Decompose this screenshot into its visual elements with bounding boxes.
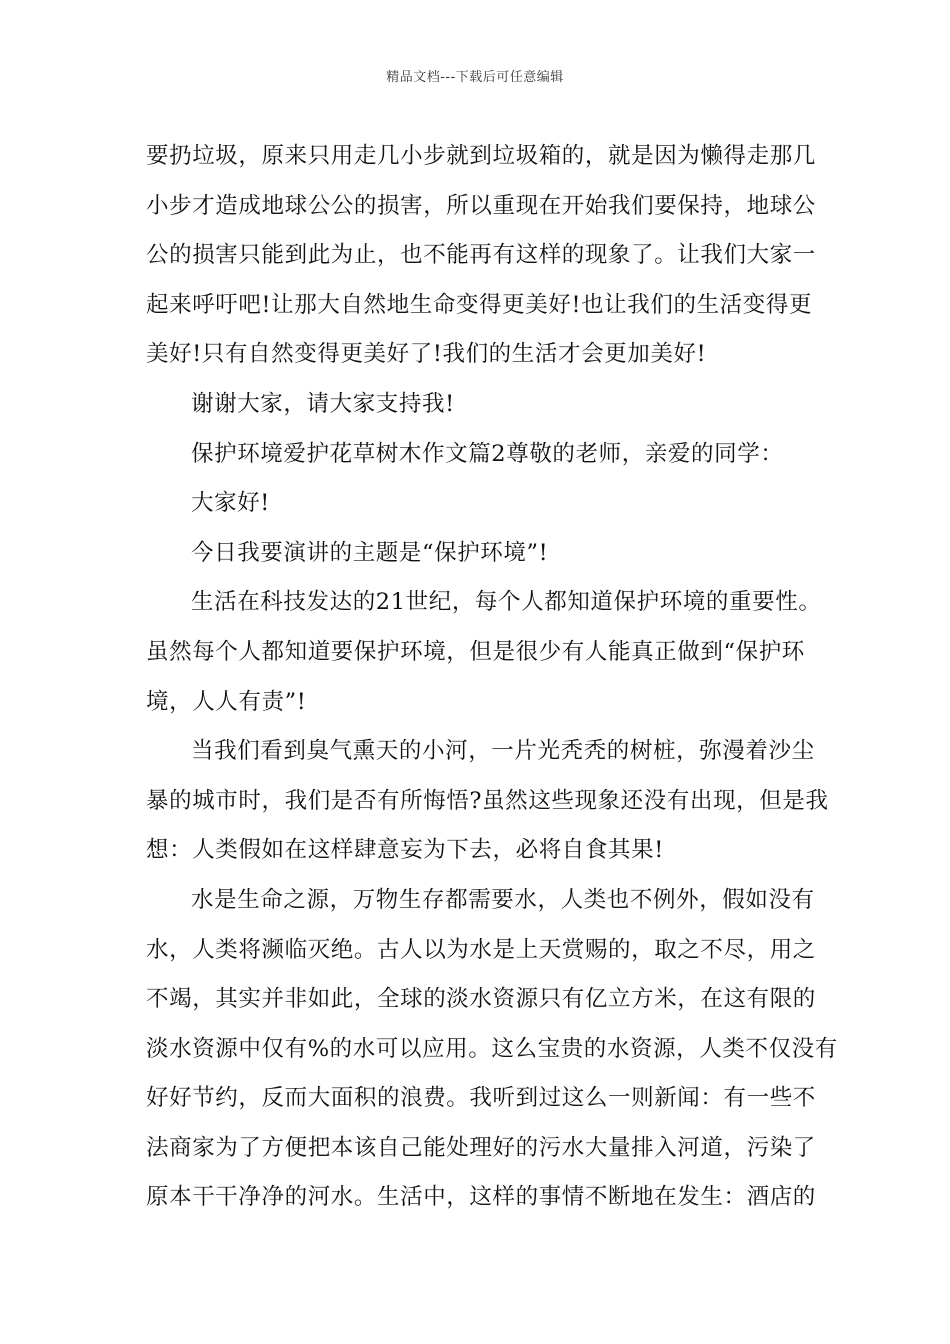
body-text [146,132,838,1223]
text-line: 公的损害只能到此为止，也不能再有这样的现象了。让我们大家一 [146,242,816,269]
text-line: 水，人类将濒临灭绝。古人以为水是上天赏赐的，取之不尽，用之 [146,936,816,963]
text-line: 水是生命之源，万物生存都需要水，人类也不例外，假如没有 [191,886,815,913]
text-line: 法商家为了方便把本该自己能处理好的污水大量排入河道，污染了 [146,1134,816,1161]
text-line: 虽然每个人都知道要保护环境，但是很少有人能真正做到“保护环 [146,638,805,665]
text-line: 起来呼吁吧!让那大自然地生命变得更美好!也让我们的生活变得更 [146,291,813,318]
text-line: 要扔垃圾，原来只用走几小步就到垃圾箱的，就是因为懒得走那几 [146,143,816,169]
text-line: 大家好! [191,490,270,517]
text-line: 好好节约，反而大面积的浪费。我听到过这么一则新闻：有一些不 [146,1085,816,1112]
text-line: 小步才造成地球公公的损害，所以重现在开始我们要保持，地球公 [146,192,816,219]
text-line: 当我们看到臭气熏天的小河，一片光秃秃的树桩，弥漫着沙尘 [191,738,815,765]
text-line: 想：人类假如在这样肆意妄为下去，必将自食其果! [146,837,664,864]
text-line: 今日我要演讲的主题是“保护环境”! [191,539,549,566]
text-line: 暴的城市时，我们是否有所悔悟?虽然这些现象还没有出现，但是我 [146,787,829,814]
page-header: 精品文档---下载后可任意编辑 [386,70,564,85]
text-line: 原本干干净净的河水。生活中，这样的事情不断地在发生：酒店的 [146,1184,816,1211]
text-line: 保护环境爱护花草树木作文篇2尊敬的老师，亲爱的同学： [191,440,784,467]
text-line: 不竭，其实并非如此，全球的淡水资源只有亿立方米，在这有限的 [146,986,816,1013]
text-line: 谢谢大家，请大家支持我! [191,390,455,417]
text-line: 美好!只有自然变得更美好了!我们的生活才会更加美好! [146,341,707,368]
text-line: 淡水资源中仅有%的水可以应用。这么宝贵的水资源，人类不仅没有 [146,1035,838,1062]
text-line: 生活在科技发达的21世纪，每个人都知道保护环境的重要性。 [191,589,822,616]
text-line: 境，人人有责”! [146,688,307,715]
